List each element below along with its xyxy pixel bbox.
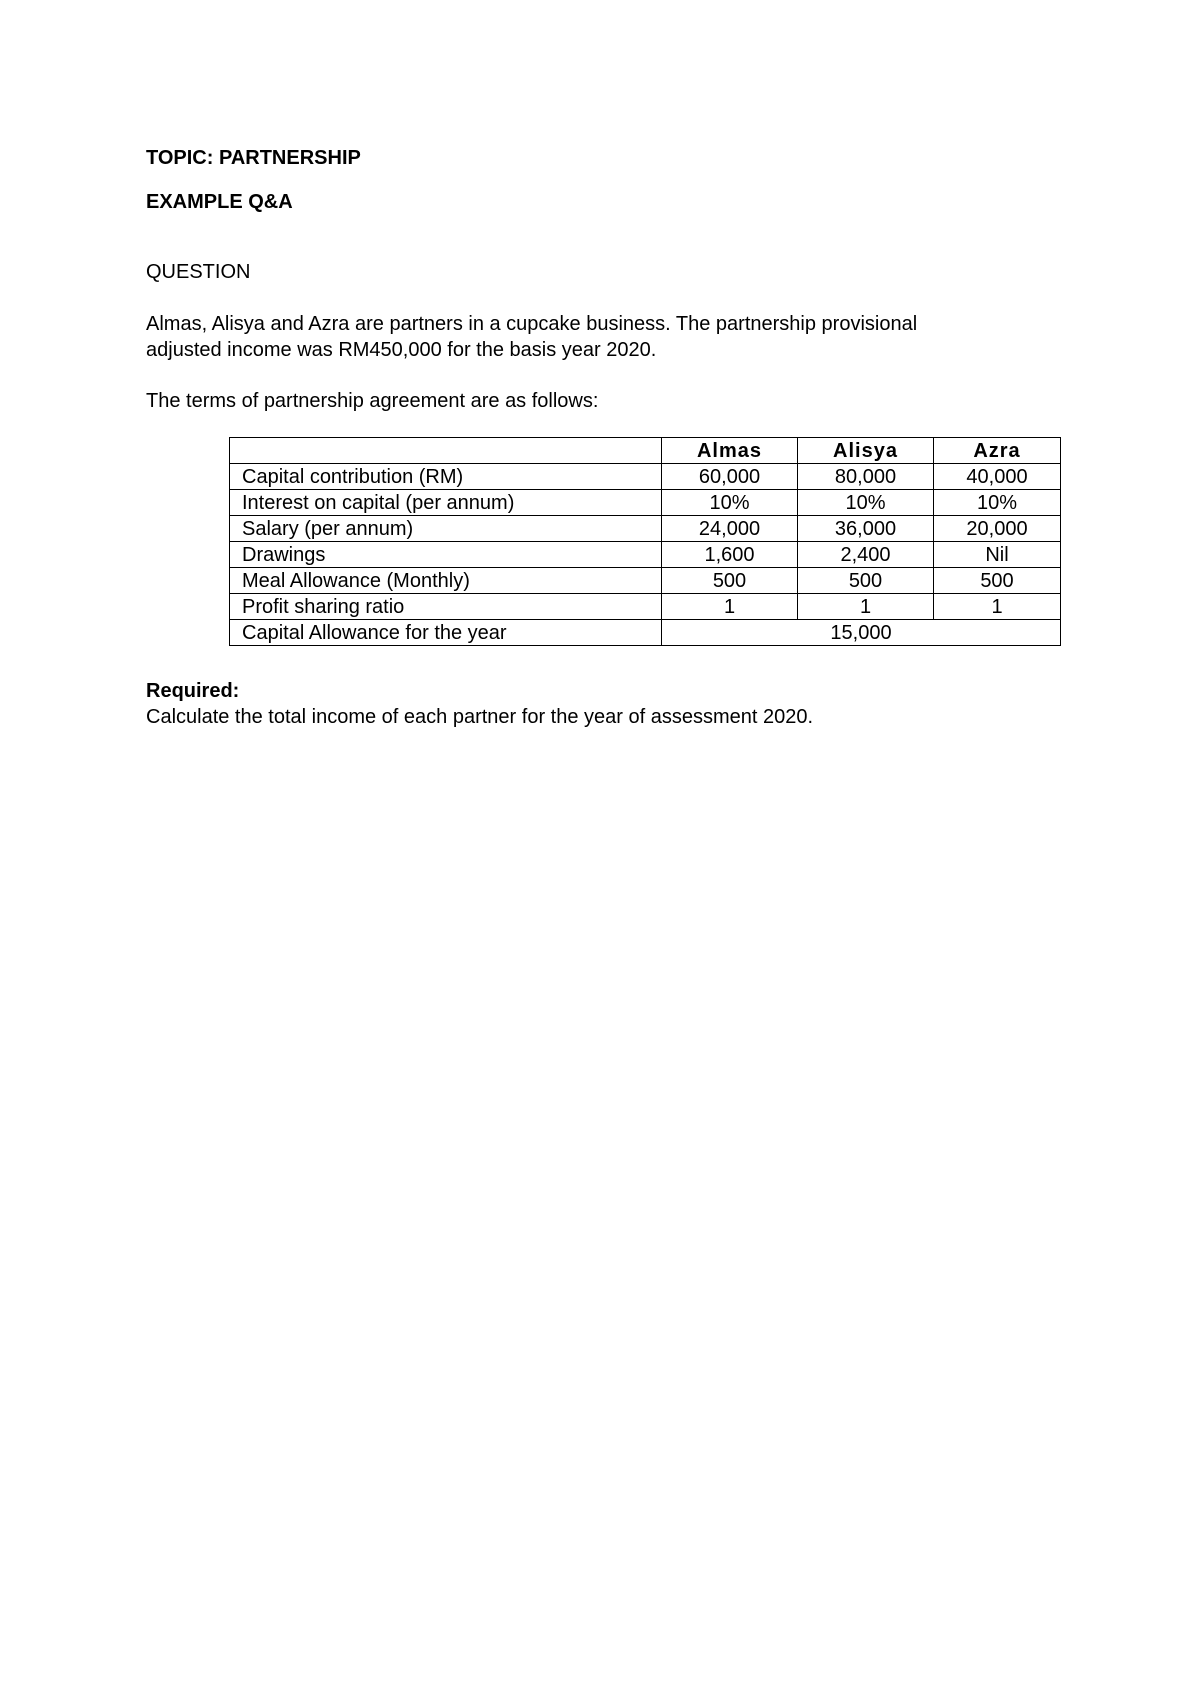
row-label: Drawings: [230, 542, 662, 568]
cell-azra: Nil: [934, 542, 1061, 568]
cell-almas: 60,000: [662, 464, 798, 490]
capital-allowance-value: 15,000: [662, 620, 1061, 646]
table-header-row: [230, 438, 1061, 464]
question-paragraph-line-2: adjusted income was RM450,000 for the basis year 2020.: [146, 339, 657, 361]
cell-almas: 1,600: [662, 542, 798, 568]
header-blank: [230, 438, 662, 464]
table-row: [230, 490, 1061, 516]
partnership-terms-table: [229, 437, 1061, 646]
cell-azra: 10%: [934, 490, 1061, 516]
row-label: Capital contribution (RM): [230, 464, 662, 490]
cell-almas: 10%: [662, 490, 798, 516]
cell-alisya: 2,400: [798, 542, 934, 568]
table-row: [230, 568, 1061, 594]
row-label: Salary (per annum): [230, 516, 662, 542]
table-row: [230, 464, 1061, 490]
terms-intro: The terms of partnership agreement are as follows:: [146, 390, 599, 412]
cell-almas: 500: [662, 568, 798, 594]
table-row: [230, 542, 1061, 568]
topic-heading: TOPIC: PARTNERSHIP: [146, 147, 361, 169]
required-label: Required:: [146, 680, 240, 702]
cell-azra: 40,000: [934, 464, 1061, 490]
cell-almas: 24,000: [662, 516, 798, 542]
cell-azra: 500: [934, 568, 1061, 594]
cell-alisya: 500: [798, 568, 934, 594]
required-text: Calculate the total income of each partner for the year of assessment 2020.: [146, 706, 814, 728]
cell-alisya: 80,000: [798, 464, 934, 490]
table-row: [230, 594, 1061, 620]
row-label: Meal Allowance (Monthly): [230, 568, 662, 594]
cell-alisya: 36,000: [798, 516, 934, 542]
cell-alisya: 1: [798, 594, 934, 620]
row-label: Interest on capital (per annum): [230, 490, 662, 516]
cell-azra: 20,000: [934, 516, 1061, 542]
table-row: [230, 516, 1061, 542]
question-label: QUESTION: [146, 261, 251, 283]
example-subtitle: EXAMPLE Q&A: [146, 191, 293, 213]
cell-azra: 1: [934, 594, 1061, 620]
header-azra: Azra: [934, 438, 1061, 464]
header-alisya: Alisya: [798, 438, 934, 464]
table-row-capital-allowance: [230, 620, 1061, 646]
row-label: Capital Allowance for the year: [230, 620, 662, 646]
header-almas: Almas: [662, 438, 798, 464]
cell-almas: 1: [662, 594, 798, 620]
question-paragraph-line-1: Almas, Alisya and Azra are partners in a cupcake business. The partnership provisional: [146, 313, 918, 335]
row-label: Profit sharing ratio: [230, 594, 662, 620]
cell-alisya: 10%: [798, 490, 934, 516]
